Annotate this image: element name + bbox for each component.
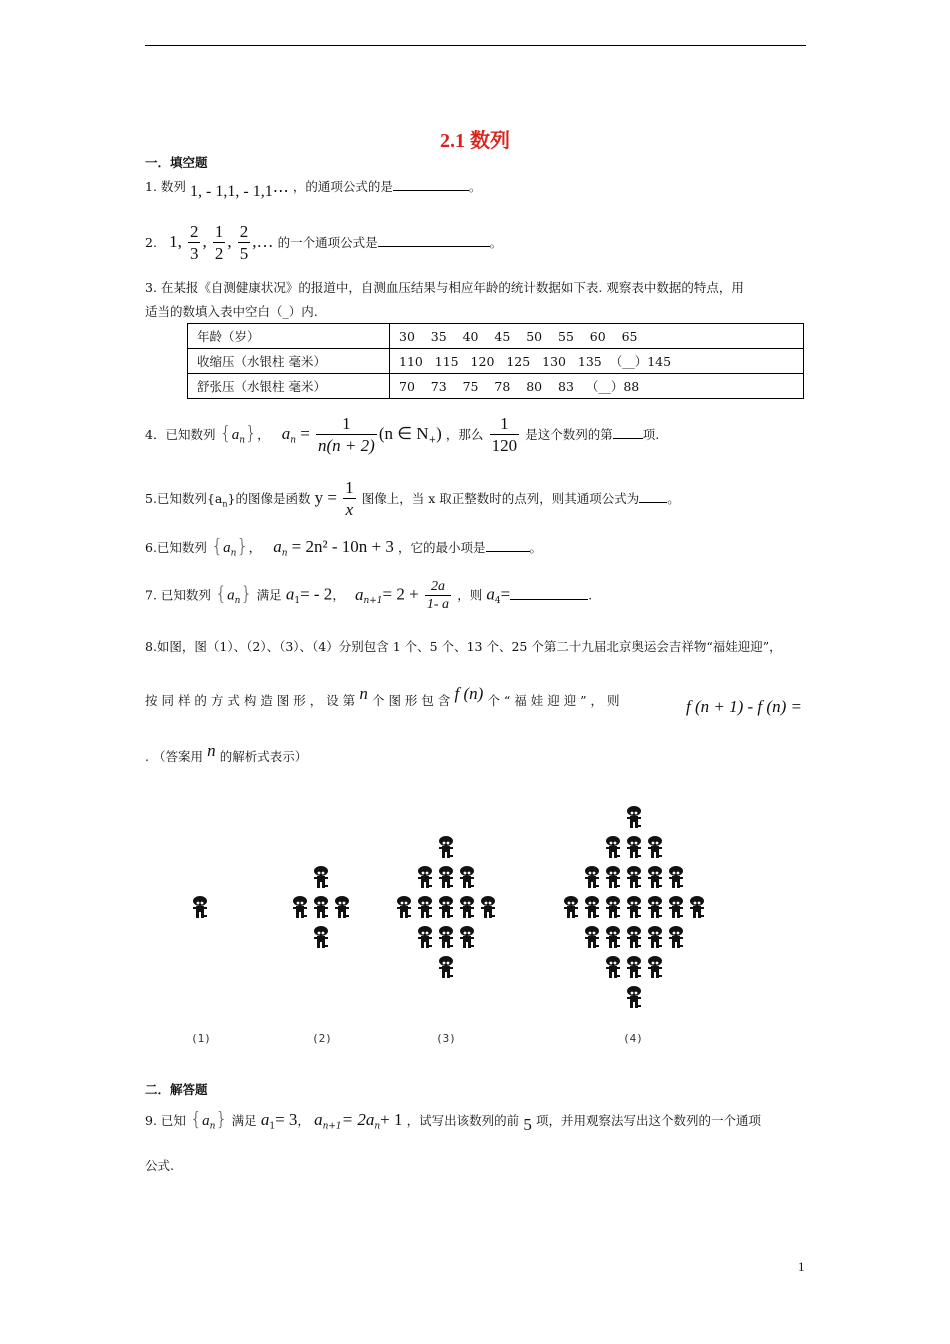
- mascot-icon: [624, 925, 644, 949]
- mascot-icon: [190, 895, 210, 919]
- mascot-icon: [311, 925, 331, 949]
- mascot-icon: [561, 895, 581, 919]
- mascot-icon: [436, 925, 456, 949]
- answer-blank[interactable]: [639, 490, 667, 503]
- mascot-icon: [332, 895, 352, 919]
- question-5: 5.已知数列$\{a_n\}$的图像是函数 y = $\frac{1}{x}$ 图像上，当 x 取正整数时的点列，则其通项公式为 。: [145, 478, 680, 519]
- question-8-line1: 8.如图，图（1）、（2）、（3）、（4）分别包含 1 个、5 个、13 个、25 个第二十九届北京奥运会吉祥物“福娃迎迎”，: [145, 639, 782, 654]
- mascot-icon: [415, 895, 435, 919]
- mascot-icon: [436, 955, 456, 979]
- question-2: 2. 1, $\frac{2}{3}$ , $\frac{1}{2}$ , $\frac{2}{5}$ ,… 的一个通项公式是 。: [145, 222, 503, 263]
- mascot-icon: [645, 895, 665, 919]
- blood-pressure-table: [187, 323, 804, 399]
- page-number: 1: [798, 1259, 805, 1274]
- figure-caption-3: (3): [436, 1032, 456, 1045]
- figure-caption-4: (4): [623, 1032, 643, 1045]
- mascot-icon: [603, 865, 623, 889]
- mascot-icon: [687, 895, 707, 919]
- mascot-icon: [311, 895, 331, 919]
- table-row: 舒张压（水银柱 毫米） 70 73 75 78 80 83 （__）88: [188, 374, 804, 399]
- mascot-icon: [457, 895, 477, 919]
- question-3-line1: 3. 在某报《自测健康状况》的报道中，自测血压结果与相应年龄的统计数据如下表. 观察表中数据的特点，用: [145, 280, 744, 295]
- page-title: 2.1 数列: [440, 130, 510, 152]
- header-rule: [145, 45, 806, 46]
- answer-blank[interactable]: [393, 178, 469, 191]
- mascot-icon: [478, 895, 498, 919]
- fraction: $\frac{2}{3}$: [189, 222, 199, 263]
- mascot-icon: [457, 865, 477, 889]
- answer-blank[interactable]: [486, 539, 530, 552]
- question-8-line3: . （答案用 n 的解析式表示）: [145, 741, 308, 764]
- mascot-icon: [311, 865, 331, 889]
- question-9: 9. 已知 $\{a_n\}$ 满足 $a_1= 3$， $a_{n+1}= 2a_n+ 1$ ，试写出该数列的前 5 项，并用观察法写出这个数列的一个通项: [145, 1108, 761, 1134]
- mascot-pattern-figure: [0, 770, 950, 1060]
- mascot-icon: [624, 895, 644, 919]
- mascot-icon: [290, 895, 310, 919]
- figure-caption-1: (1): [191, 1032, 211, 1045]
- fraction: $\frac{1}{120}$: [491, 414, 518, 455]
- mascot-icon: [603, 835, 623, 859]
- answer-blank[interactable]: [613, 426, 643, 439]
- mascot-icon: [436, 895, 456, 919]
- mascot-icon: [624, 835, 644, 859]
- mascot-icon: [603, 895, 623, 919]
- mascot-icon: [582, 865, 602, 889]
- question-1: 1. 数列 1, - 1,1, - 1,1⋯ ，的通项公式的是 。: [145, 179, 482, 200]
- fraction: $\frac{2}{5}$: [239, 222, 249, 263]
- mascot-icon: [457, 925, 477, 949]
- answer-blank[interactable]: [510, 587, 588, 600]
- question-4: 4．已知数列 $\{a_n\}$， $a_n$ = $\frac{1}{n(n + 2)}$ (n ∈ $N_+$) ，那么 $\frac{1}{120}$ 是这个数列的第 项.: [145, 414, 660, 455]
- difference-expression: f (n + 1) - f (n) =: [686, 697, 802, 716]
- figure-caption-2: (2): [312, 1032, 332, 1045]
- mascot-icon: [436, 835, 456, 859]
- fraction: $\frac{1}{n(n + 2)}$: [318, 414, 375, 455]
- question-6: 6.已知数列 $\{a_n\}$， $a_n = 2n^2 - 10n + 3$ ，它的最小项是 。: [145, 535, 543, 559]
- mascot-icon: [415, 865, 435, 889]
- mascot-icon: [645, 955, 665, 979]
- fraction: $\frac{1}{x}$: [345, 478, 354, 519]
- mascot-icon: [624, 955, 644, 979]
- section-fill-blank: 一．填空题: [145, 155, 208, 170]
- table-row: 年龄（岁） 30 35 40 45 50 55 60 65: [188, 324, 804, 349]
- mascot-icon: [624, 985, 644, 1009]
- mascot-icon: [603, 925, 623, 949]
- fraction: $\frac{1}{2}$: [214, 222, 224, 263]
- mascot-icon: [603, 955, 623, 979]
- fraction: $\frac{2a}{1- a}$: [426, 579, 450, 612]
- answer-blank[interactable]: [378, 234, 490, 247]
- question-9-line2: 公式.: [145, 1158, 174, 1173]
- mascot-icon: [666, 895, 686, 919]
- mascot-icon: [436, 865, 456, 889]
- question-7: 7. 已知数列 $\{a_n\}$ 满足 $a_1= - 2$， $a_{n+1}= 2$ + $\frac{2a}{1- a}$ ，则 $a_4=$ .: [145, 579, 593, 612]
- question-8-line2: 按 同 样 的 方 式 构 造 图 形 ， 设 第 n 个 图 形 包 含 f (n) 个 “ 福 娃 迎 迎 ” ， 则: [145, 684, 620, 708]
- mascot-icon: [624, 865, 644, 889]
- mascot-icon: [666, 925, 686, 949]
- mascot-icon: [415, 925, 435, 949]
- section-answer: 二．解答题: [145, 1082, 208, 1097]
- mascot-icon: [394, 895, 414, 919]
- mascot-icon: [624, 805, 644, 829]
- mascot-icon: [645, 925, 665, 949]
- mascot-icon: [645, 835, 665, 859]
- mascot-icon: [645, 865, 665, 889]
- mascot-icon: [582, 925, 602, 949]
- question-3-line2: 适当的数填入表中空白（_）内.: [145, 304, 318, 319]
- table-row: 收缩压（水银柱 毫米） 110 115 120 125 130 135 （__）145: [188, 349, 804, 374]
- mascot-icon: [666, 865, 686, 889]
- mascot-icon: [582, 895, 602, 919]
